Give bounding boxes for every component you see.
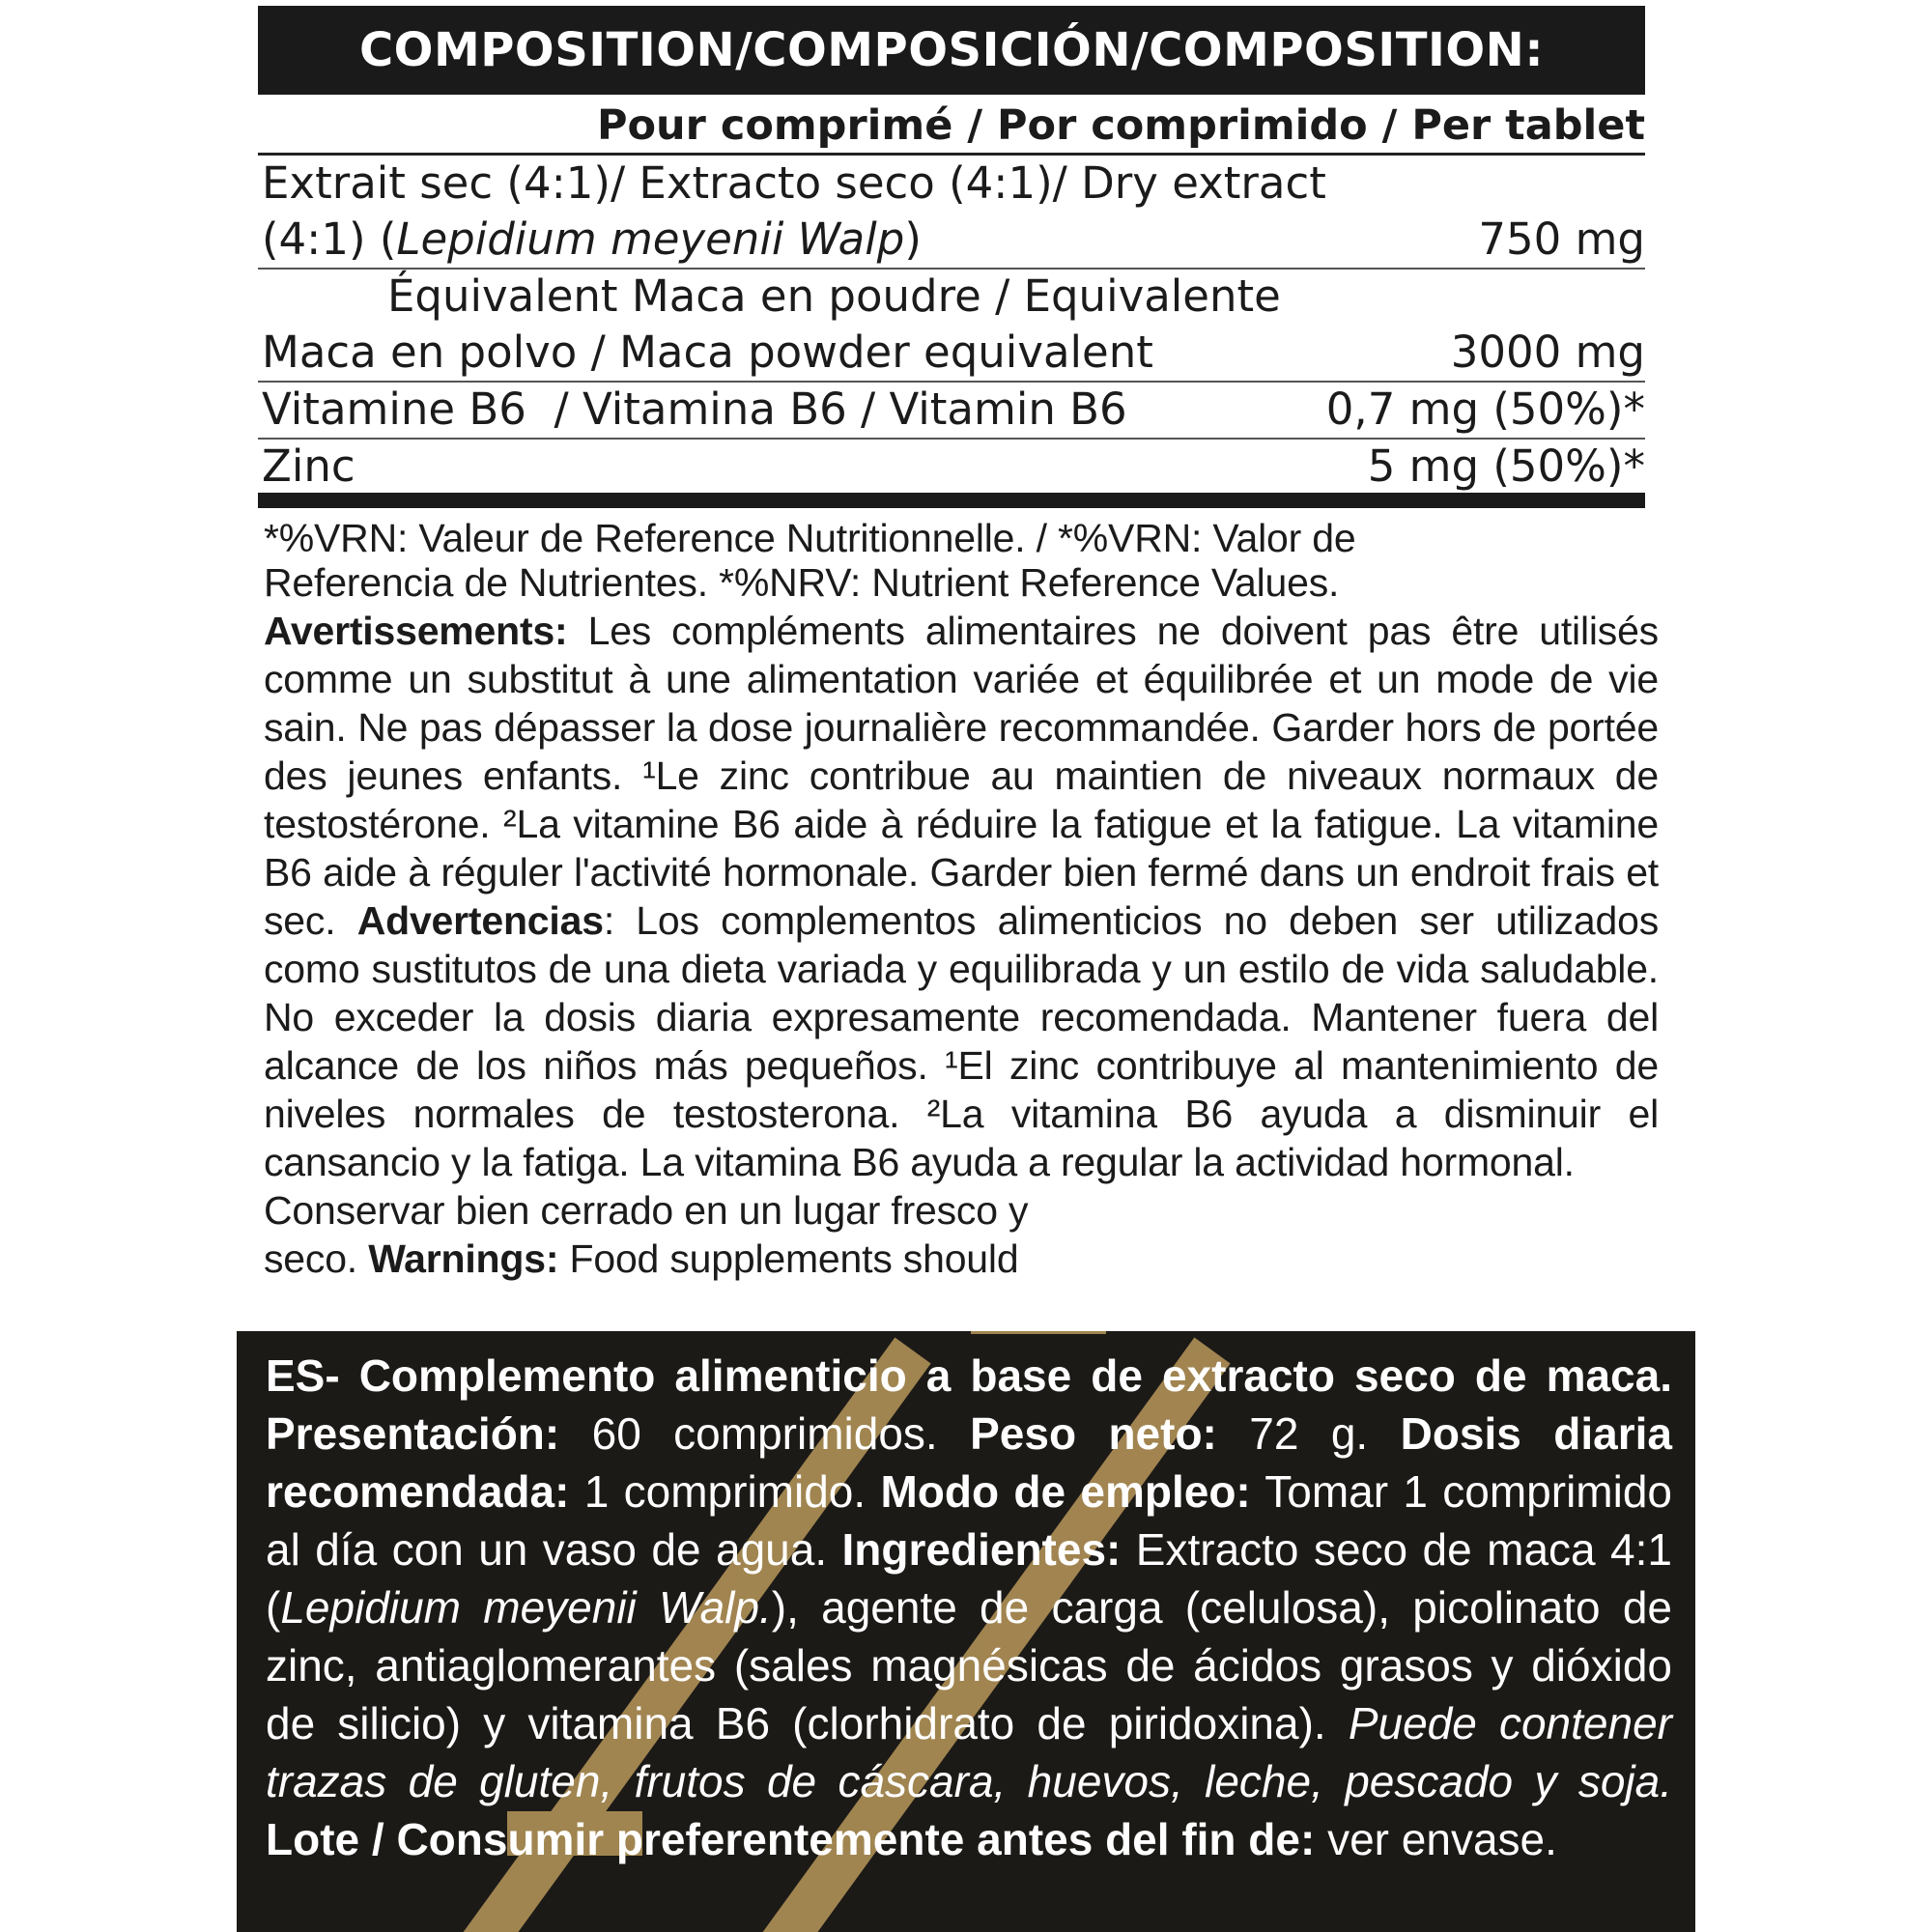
ingredients-latin-name: Lepidium meyenii Walp. xyxy=(280,1582,772,1633)
es-warnings-text: : Los complementos alimenticios no deben ser utilizados como sustitutos de una dieta variada y equilibrada y un estilo de vida saludable. No exceder la dosis diaria expresamente recomendada. Mantener fuera del alcance de los niños más pequeños. ¹El zinc contribuye al mantenimiento de niveles normales de testosterona. ²La vitamina B6 ayuda a disminuir el cansancio y la fatiga. La vitamina B6 ayuda a regular la actividad hormonal. xyxy=(264,898,1659,1184)
en-warnings-start xyxy=(264,1235,1114,1283)
warnings-text xyxy=(264,516,1659,1283)
table-row-zinc xyxy=(258,440,1645,495)
row-label-suffix: ) xyxy=(904,213,922,265)
es-warnings-tail: Conservar bien cerrado en un lugar fresco y xyxy=(264,1188,1029,1233)
allergen-traces: Puede contener trazas de gluten, frutos de cáscara, huevos, leche, pescado y soja. xyxy=(266,1698,1672,1806)
ingredients-label: Ingredientes: xyxy=(841,1524,1122,1575)
net-weight-value: 72 g. xyxy=(1216,1408,1401,1459)
row-label-line1: Extrait sec (4:1)/ Extracto seco (4:1)/ Dry extract xyxy=(262,157,1326,209)
usage-label: Modo de empleo: xyxy=(880,1466,1251,1517)
table-row-vitamin-b6 xyxy=(258,383,1645,440)
daily-dose-value: 1 comprimido. xyxy=(569,1466,881,1517)
es-warnings-heading: Advertencias xyxy=(356,898,604,943)
table-row-dry-extract xyxy=(258,156,1645,270)
row-amount: 0,7 mg (50%)* xyxy=(1325,384,1645,435)
table-row-maca-equivalent xyxy=(258,270,1645,383)
presentation-label: Presentación: xyxy=(266,1408,560,1459)
daily-dose-label: Dosis diaria recomendada: xyxy=(266,1408,1672,1517)
composition-table xyxy=(258,95,1645,495)
nrv-footnote: *%VRN: Valeur de Reference Nutritionnelle. / *%VRN: Valor de Referencia de Nutrientes. *%NRV: Nutrient Reference Values. xyxy=(264,516,1356,605)
row-amount: 750 mg xyxy=(1478,213,1645,265)
en-warnings-text: Food supplements should xyxy=(558,1236,1019,1281)
fr-warnings-heading: Avertissements: xyxy=(264,609,568,653)
net-weight-label: Peso neto: xyxy=(970,1408,1217,1459)
row-label-prefix: (4:1) ( xyxy=(262,213,397,265)
row-label: Zinc xyxy=(262,440,355,492)
last-prefix: seco. xyxy=(264,1236,369,1281)
composition-header xyxy=(258,6,1645,95)
es-info-panel xyxy=(237,1331,1695,1932)
per-unit-header: Pour comprimé / Por comprimido / Per tablet xyxy=(258,95,1645,156)
es-intro: ES- Complemento alimenticio a base de extracto seco de maca. xyxy=(266,1350,1672,1401)
row-label-line2 xyxy=(262,212,1326,268)
usage-value: Tomar 1 comprimido al día con un vaso de agua. xyxy=(266,1466,1672,1575)
composition-title: COMPOSITION/COMPOSICIÓN/COMPOSITION: xyxy=(358,23,1545,77)
row-label-line1: Équivalent Maca en poudre / Equivalente xyxy=(387,270,1281,322)
es-info-text xyxy=(266,1347,1672,1868)
row-label: Vitamine B6 / Vitamina B6 / Vitamin B6 xyxy=(262,384,1127,435)
ingredients-value-1: Extracto seco de maca 4:1 ( xyxy=(266,1524,1672,1633)
en-warnings-heading: Warnings: xyxy=(368,1236,559,1281)
warnings-paragraph xyxy=(264,607,1659,1186)
row-label xyxy=(262,269,1281,381)
row-label-line2: Maca en polvo / Maca powder equivalent xyxy=(262,327,1153,378)
latin-name: Lepidium meyenii Walp xyxy=(396,213,905,265)
presentation-value: 60 comprimidos. xyxy=(559,1408,971,1459)
fr-warnings-text: Les compléments alimentaires ne doivent pas être utilisés comme un substitut à une alimentation variée et équilibrée et un mode de vie sain. Ne pas dépasser la dose journalière recommandée. Garder hors de portée des jeunes enfants. ¹Le zinc contribue au maintien de niveaux normaux de testostérone. ²La vitamine B6 aide à réduire la fatigue et la fatigue. La vitamine B6 aide à réguler l'activité hormonale. Garder bien fermé dans un endroit frais et sec. xyxy=(264,609,1659,943)
row-amount: 5 mg (50%)* xyxy=(1367,440,1645,492)
batch-value: ver envase. xyxy=(1315,1814,1557,1864)
batch-label: Lote / Consumir preferentemente antes del fin de: xyxy=(266,1814,1316,1864)
row-label xyxy=(262,156,1326,268)
ingredients-value-2: ), agente de carga (celulosa), picolinato de zinc, antiaglomerantes (sales magnésicas de ácidos grasos y dióxido de silicio) y vitamina B6 (clorhidrato de piridoxina). xyxy=(266,1582,1672,1748)
table-bottom-rule xyxy=(258,493,1645,508)
row-amount: 3000 mg xyxy=(1450,327,1645,378)
